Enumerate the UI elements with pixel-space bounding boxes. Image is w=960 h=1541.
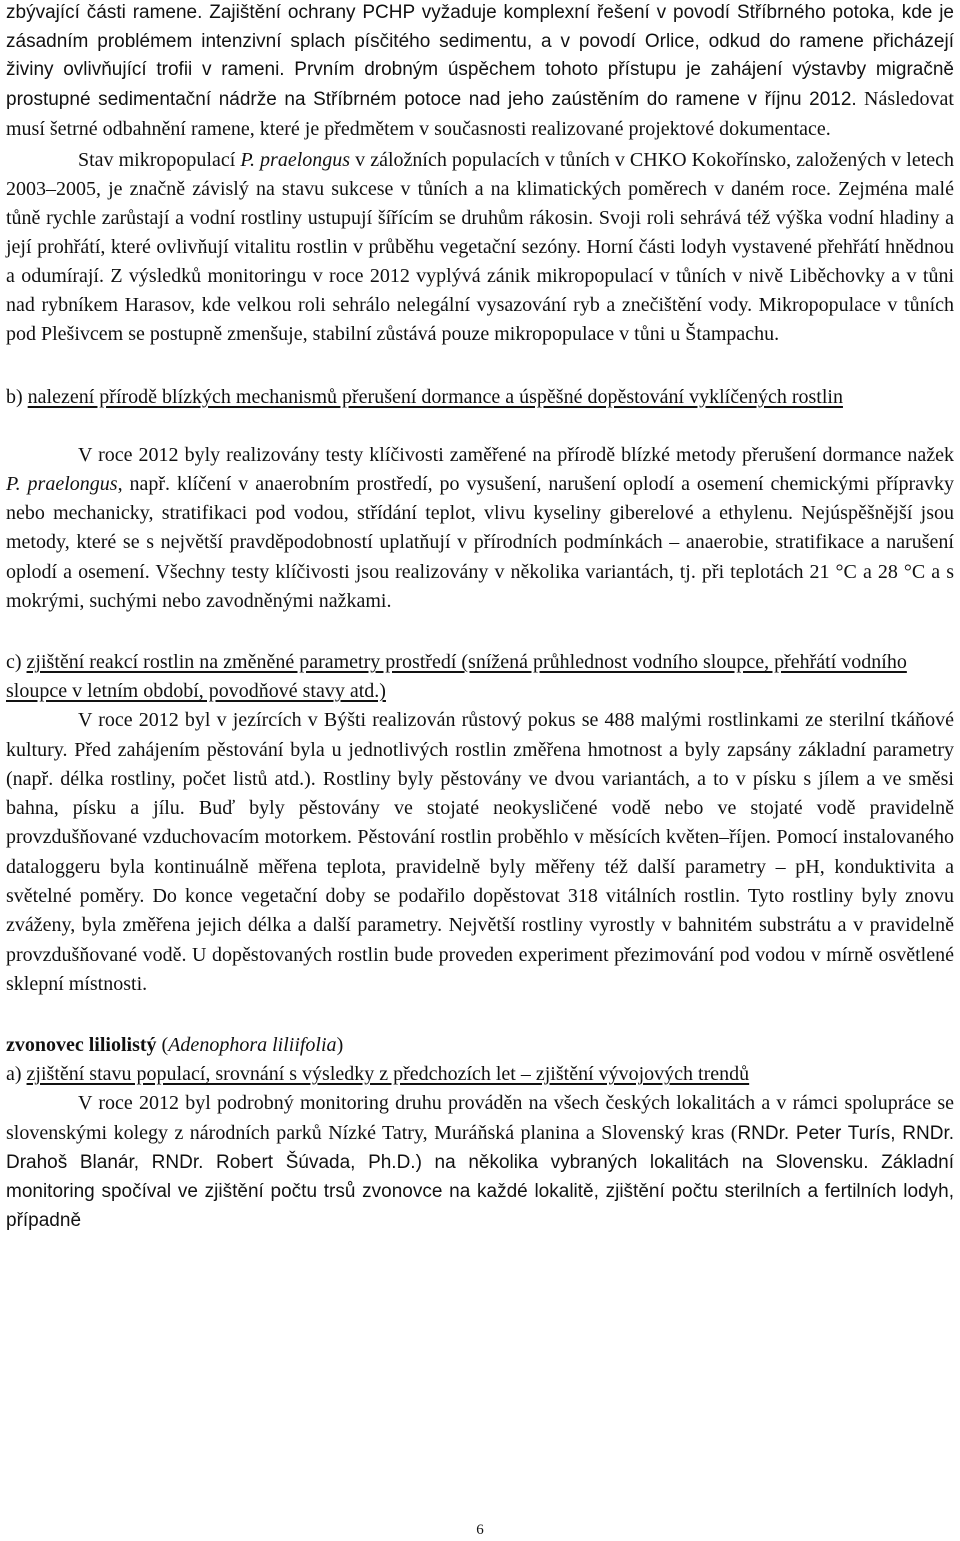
section-title: zjištění reakcí rostlin na změněné parametry prostředí (snížená průhlednost vodního sloupce, přehřátí vodního sloupce v letním období, povodňové stavy atd.)	[6, 651, 907, 703]
section-c-body: V roce 2012 byl v jezírcích v Býšti realizován růstový pokus se 488 malými rostlinkami ze sterilní tkáňové kultury. Před zahájením pěstování byla u jednotlivých rostlin změřena hmotnost a byly zapsány základní parametry (např. délka rostliny, počet listů atd.). Rostliny byly pěstovány ve dvou variantách, a to v písku s jílem a ve směsi bahna, písku a jílu. Buď byly pěstovány ve stojaté neokysličené vodě nebo ve stojaté vodě pravidelně provzdušňované vzduchovacím motorkem. Pěstování rostlin proběhlo v měsících květen–říjen. Pomocí instalovaného dataloggeru byla kontinuálně měřena teplota, pravidelně byly měřeny též další parametry – pH, konduktivita a světelné poměry. Do konce vegetační doby se podařilo dopěstovat 318 vitálních rostlin. Tyto rostliny byly znovu zváženy, byla změřena jejich délka a další parametry. Největší rostliny vyrostly v bahnitém substrátu a v pravidelně provzdušňované vodě. U dopěstovaných rostlin bude proveden experiment přezimování pod vodou v mírně osvětlené sklepní místnosti.	[6, 709, 954, 995]
section-title: zjištění stavu populací, srovnání s výsledky z předchozích let – zjištění vývojových trendů	[26, 1063, 750, 1086]
species-latin-name: Adenophora liliifolia	[168, 1034, 337, 1057]
species-abbrev: P. praelongus	[6, 472, 118, 495]
section-b-heading	[6, 383, 954, 412]
species-abbrev: P. praelongus	[240, 148, 351, 171]
section-prefix: c)	[6, 651, 27, 674]
section-a-body	[6, 1089, 954, 1235]
paragraph-text-continued: v záložních populacích v tůních v CHKO Kokořínsko, založených v letech 2003–2005, je značně závislý na stavu sukcese v tůních a na klimatických poměrech v daném roce. Zejména malé tůně rychle zarůstají a vodní rostliny ustupují šířícím se druhům rákosin. Svoji roli sehrává též výška vodní hladiny a její prohřátí, které ovlivňují vitalitu rostlin v průběhu vegetační sezóny. Horní části lodyh vystavené přehřátí hnědnou a odumírají. Z výsledků monitoringu v roce 2012 vyplývá zánik mikropopulací v tůních v nivě Liběchovky a v tůni nad rybníkem Harasov, kde velkou roli sehrálo nelegální vysazování ryb a znečištění vody. Mikropopulace v tůních pod Plešivcem se postupně zmenšuje, stabilní zůstává pouze mikropopulace v tůni u Štampachu.	[6, 148, 955, 345]
paragraph-text: V roce 2012 byly realizovány testy klíčivosti zaměřené na přírodě blízké metody přerušení dormance nažek	[78, 443, 954, 466]
page-number: 6	[476, 1522, 484, 1538]
species-heading	[6, 1031, 954, 1060]
species-bracket-open: (	[156, 1034, 169, 1057]
section-b-body	[6, 441, 954, 617]
paragraph-text: Stav mikropopulací	[78, 148, 241, 171]
paragraph-text: V roce 2012 byl podrobný monitoring druhu prováděn na všech českých lokalitách a v rámci spolupráce se slovenskými kolegy z národních parků Nízké Tatry, Muráňská planina a Slovenský kras (	[6, 1092, 954, 1144]
paragraph-micropopulations	[6, 146, 954, 349]
paragraph-text-continued: RNDr. Peter Turís, RNDr. Drahoš Blanár, RNDr. Robert Šúvada, Ph.D.) na několika vybraných lokalitách na Slovensku. Základní monitoring spočíval ve zjištění počtu trsů zvonovce na každé lokalitě, zjištění počtu sterilních a fertilních lodyh, případně	[6, 1122, 955, 1232]
section-title: nalezení přírodě blízkých mechanismů přerušení dormance a úspěšné dopěstování vyklíčených rostlin	[27, 385, 843, 408]
section-c-heading	[6, 648, 954, 706]
section-a-heading	[6, 1060, 954, 1089]
paragraph-pchp-protection	[6, 0, 954, 145]
paragraph-text-continued: Následovat musí šetrné odbahnění ramene, které je předmětem v současnosti realizované projektové dokumentace.	[6, 88, 954, 140]
species-bracket-close: )	[336, 1034, 344, 1057]
paragraph-text: zbývající části ramene. Zajištění ochrany PCHP vyžaduje komplexní řešení v povodí Stříbrného potoka, kde je zásadním problémem intenzivní splach písčitého sedimentu, a v povodí Orlice, odkud do ramene přicházejí živiny ovlivňující trofii v rameni. Prvním drobným úspěchem tohoto přístupu je zahájení výstavby migračně prostupné sedimentační nádrže na Stříbrném potoce nad jeho zaústěním do ramene v říjnu 2012.	[6, 2, 954, 111]
section-prefix: a)	[6, 1063, 27, 1086]
section-prefix: b)	[6, 385, 28, 408]
paragraph-text-continued: , např. klíčení v anaerobním prostředí, po vysušení, narušení oplodí a osemení chemickými přípravky nebo mechanicky, stratifikaci pod vodou, střídání teplot, vlivu kyseliny giberelové a ethylenu. Nejúspěšnější jsou metody, které se s největší pravděpodobností uplatňují v přírodních podmínkách – anaerobie, stratifikace a narušení oplodí a osemení. Všechny testy klíčivosti jsou realizovány v několika variantách, tj. při teplotách 21 °C a 28 °C a s mokrými, suchými nebo zavodněnými nažkami.	[6, 472, 954, 612]
species-common-name: zvonovec liliolistý	[6, 1034, 157, 1057]
document-page	[6, 0, 954, 1236]
